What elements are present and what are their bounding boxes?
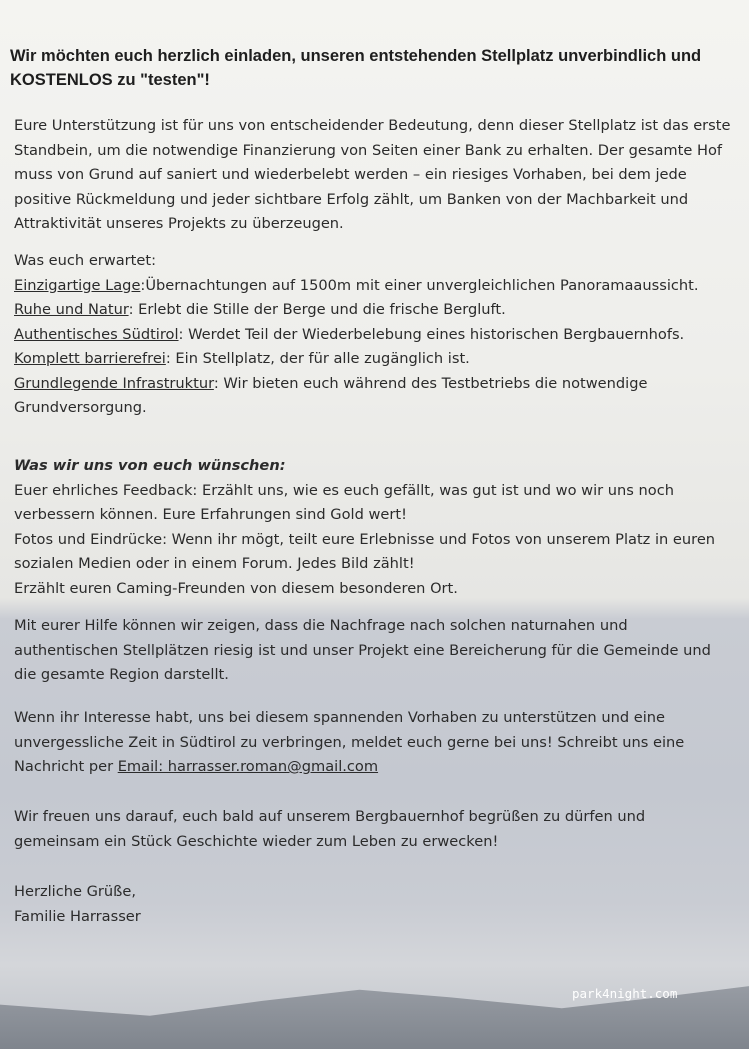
wishes-section	[14, 454, 739, 601]
expectation-text: :Übernachtungen auf 1500m mit einer unvergleichlichen Panoramaaussicht.	[140, 276, 699, 294]
expectation-label: Grundlegende Infrastruktur	[14, 374, 214, 392]
expectations-title: Was euch erwartet:	[14, 252, 157, 269]
wishes-line: Euer ehrliches Feedback: Erzählt uns, wie es euch gefällt, was gut ist und wo wir uns noch	[14, 481, 674, 499]
closing-line: Wir freuen uns darauf, euch bald auf unserem Bergbauernhof begrüßen zu dürfen und	[14, 808, 646, 825]
wishes-line: verbessern können. Eure Erfahrungen sind Gold wert!	[14, 506, 407, 523]
intro-line: muss von Grund auf saniert und wiederbelebt werden – ein riesiges Vorhaben, bei dem jede	[14, 166, 687, 183]
signature-name: Familie Harrasser	[14, 907, 141, 925]
signature-greeting: Herzliche Grüße,	[14, 883, 136, 900]
expectation-item	[14, 298, 739, 323]
wishes-line: Erzählt euren Caming-Freunden von diesem besonderen Ort.	[14, 579, 458, 597]
help-line: Mit eurer Hilfe können wir zeigen, dass die Nachfrage nach solchen naturnahen und	[14, 617, 628, 634]
expectation-label: Komplett barrierefrei	[14, 350, 166, 367]
closing-paragraph	[14, 805, 739, 854]
wishes-line: Fotos und Eindrücke: Wenn ihr mögt, teilt eure Erlebnisse und Fotos von unserem Platz in euren	[14, 530, 716, 548]
interest-line: unvergessliche Zeit in Südtirol zu verbringen, meldet euch gerne bei uns! Schreibt uns eine	[14, 733, 685, 751]
help-line: authentischen Stellplätzen riesig ist und unser Projekt eine Bereicherung für die Gemeinde und	[14, 641, 711, 659]
email-link[interactable]: Email: harrasser.roman@gmail.com	[117, 758, 379, 775]
help-paragraph	[14, 614, 739, 688]
intro-line: positive Rückmeldung und jeder sichtbare Erfolg zählt, um Banken von der Machbarkeit und	[14, 190, 689, 208]
expectations-section	[14, 249, 739, 421]
expectation-item	[14, 347, 739, 372]
expectation-continuation: Grundversorgung.	[14, 399, 147, 416]
intro-line: Eure Unterstützung ist für uns von entscheidender Bedeutung, denn dieser Stellplatz ist das erste	[14, 117, 731, 134]
expectation-item	[14, 323, 739, 348]
wishes-line: sozialen Medien oder in einem Forum. Jedes Bild zählt!	[14, 555, 415, 572]
intro-line: Standbein, um die notwendige Finanzierung von Seiten einer Bank zu erhalten. Der gesamte Hof	[14, 141, 723, 159]
wishes-title: Was wir uns von euch wünschen:	[14, 457, 286, 474]
expectation-text: : Wir bieten euch während des Testbetriebs die notwendige	[213, 374, 648, 392]
expectation-label: Authentisches Südtirol	[14, 325, 179, 343]
interest-line: Wenn ihr Interesse habt, uns bei diesem spannenden Vorhaben zu unterstützen und eine	[14, 709, 665, 726]
expectation-label: Einzigartige Lage	[14, 276, 141, 294]
closing-line: gemeinsam ein Stück Geschichte wieder zum Leben zu erwecken!	[14, 832, 499, 850]
heading-line: Wir möchten euch herzlich einladen, unseren entstehenden Stellplatz unverbindlich und	[10, 47, 702, 65]
email-prefix: Nachricht per	[14, 758, 118, 775]
signature-block	[14, 880, 739, 929]
help-line: die gesamte Region darstellt.	[14, 666, 229, 683]
expectation-text: : Werdet Teil der Wiederbelebung eines historischen Bergbauernhofs.	[178, 325, 685, 343]
expectation-item	[14, 372, 739, 397]
intro-line: Attraktivität unseres Projekts zu überzeugen.	[14, 215, 344, 232]
interest-line	[14, 755, 739, 780]
invitation-heading	[10, 44, 740, 92]
expectation-text: : Erlebt die Stille der Berge und die frische Bergluft.	[128, 301, 506, 318]
expectation-label: Ruhe und Natur	[14, 301, 129, 318]
heading-line: KOSTENLOS zu "testen"!	[10, 71, 210, 89]
park4night-watermark: park4night.com	[572, 986, 678, 1001]
intro-paragraph	[14, 114, 739, 237]
expectation-text: : Ein Stellplatz, der für alle zugänglich ist.	[165, 350, 470, 367]
interest-paragraph	[14, 706, 739, 780]
expectation-item	[14, 274, 739, 299]
